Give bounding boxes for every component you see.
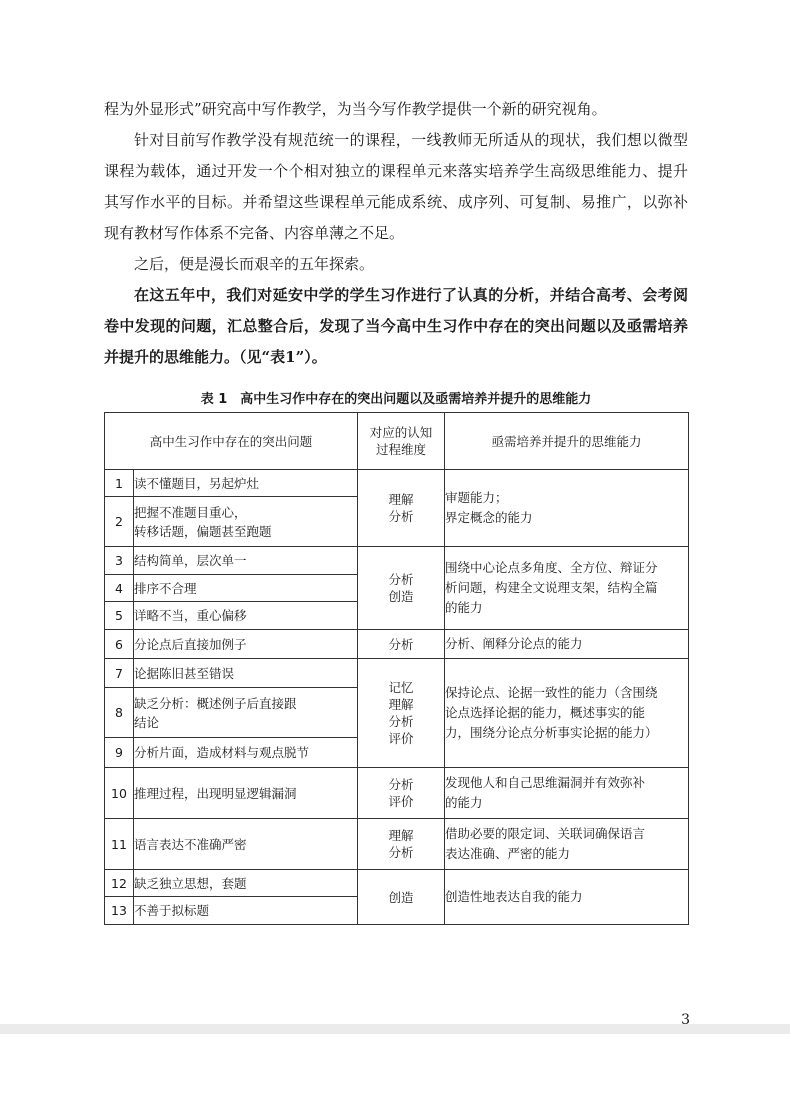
problem-cell: 结构简单，层次单一 bbox=[134, 547, 358, 575]
problem-cell: 排序不合理 bbox=[134, 575, 358, 602]
dimension-line: 创造 bbox=[388, 889, 414, 905]
dimension-line: 评价 bbox=[388, 731, 414, 746]
problem-cell bbox=[134, 688, 358, 738]
ability-line: 的能力 bbox=[445, 600, 483, 615]
row-number: 4 bbox=[105, 575, 134, 602]
ability-cell bbox=[445, 547, 689, 630]
table-header-row bbox=[105, 413, 689, 470]
body-paragraph-2: 针对目前写作教学没有规范统一的课程，一线教师无所适从的现状，我们想以微型课程为载体，通过开发一个个相对独立的课程单元来落实培养学生高级思维能力、提升其写作水平的目标。并希望这些课程单元能成系统、成序列、可复制、易推广，以弥补现有教材写作体系不完备、内容单薄之不足。 bbox=[104, 131, 688, 242]
row-number: 5 bbox=[105, 602, 134, 630]
body-paragraph-1: 程为外显形式”研究高中写作教学，为当今写作教学提供一个新的研究视角。 bbox=[104, 100, 607, 118]
ability-cell bbox=[445, 819, 689, 870]
dimension-line: 理解 bbox=[388, 697, 414, 712]
row-number: 6 bbox=[105, 630, 134, 659]
table-row bbox=[105, 630, 689, 659]
row-number: 3 bbox=[105, 547, 134, 575]
ability-line: 发现他人和自己思维漏洞并有效弥补 bbox=[445, 775, 646, 790]
ability-cell bbox=[445, 470, 689, 547]
problems-table bbox=[104, 412, 689, 925]
ability-line: 围绕中心论点多角度、全方位、辩证分 bbox=[445, 560, 658, 575]
row-number: 12 bbox=[105, 870, 134, 897]
table-row bbox=[105, 870, 689, 897]
ability-line: 析问题，构建全文说理支架，结构全篇 bbox=[445, 580, 658, 595]
row-number: 11 bbox=[105, 819, 134, 870]
problem-cell: 论据陈旧甚至错误 bbox=[134, 659, 358, 688]
ability-line: 表达准确、严密的能力 bbox=[445, 846, 571, 861]
problem-line: 缺乏分析：概述例子后直接跟 bbox=[134, 695, 297, 711]
table-row bbox=[105, 470, 689, 497]
problem-line: 转移话题，偏题甚至跑题 bbox=[134, 523, 272, 539]
row-number: 1 bbox=[105, 470, 134, 497]
ability-cell bbox=[445, 870, 689, 925]
header-dimension-line2: 过程维度 bbox=[376, 442, 427, 457]
ability-cell bbox=[445, 630, 689, 659]
dimension-line: 评价 bbox=[388, 794, 414, 809]
table-row bbox=[105, 768, 689, 819]
table-row bbox=[105, 819, 689, 870]
header-problem: 高中生习作中存在的突出问题 bbox=[105, 413, 358, 470]
problem-line: 把握不准题目重心， bbox=[134, 504, 247, 520]
ability-line: 力，围绕分论点分析事实论据的能力） bbox=[445, 725, 658, 740]
problem-cell: 推理过程，出现明显逻辑漏洞 bbox=[134, 768, 358, 819]
row-number: 13 bbox=[105, 897, 134, 925]
dimension-line: 记忆 bbox=[388, 680, 414, 695]
problem-cell: 读不懂题目，另起炉灶 bbox=[134, 470, 358, 497]
dimension-line: 分析 bbox=[388, 636, 414, 652]
problem-cell bbox=[134, 497, 358, 547]
dimension-line: 分析 bbox=[388, 777, 414, 792]
problem-cell: 分论点后直接加例子 bbox=[134, 630, 358, 659]
ability-line: 审题能力； bbox=[445, 490, 508, 505]
dimension-cell bbox=[358, 547, 445, 630]
body-paragraph-3: 之后，便是漫长而艰辛的五年探索。 bbox=[134, 255, 375, 273]
dimension-line: 分析 bbox=[388, 845, 414, 860]
ability-line: 论点选择论据的能力，概述事实的能 bbox=[445, 705, 646, 720]
header-dimension bbox=[358, 413, 445, 470]
dimension-cell bbox=[358, 768, 445, 819]
ability-cell bbox=[445, 768, 689, 819]
row-number: 10 bbox=[105, 768, 134, 819]
dimension-cell bbox=[358, 870, 445, 925]
dimension-line: 分析 bbox=[388, 714, 414, 729]
row-number: 2 bbox=[105, 497, 134, 547]
row-number: 9 bbox=[105, 738, 134, 768]
problem-line: 结论 bbox=[134, 714, 160, 730]
row-number: 7 bbox=[105, 659, 134, 688]
ability-line: 分析、阐释分论点的能力 bbox=[445, 636, 583, 651]
header-ability: 亟需培养并提升的思维能力 bbox=[445, 413, 689, 470]
body-paragraph-4: 在这五年中，我们对延安中学的学生习作进行了认真的分析，并结合高考、会考阅卷中发现的问题，汇总整合后，发现了当今高中生习作中存在的突出问题以及亟需培养并提升的思维能力。（见“表1”）。 bbox=[104, 286, 688, 366]
ability-cell bbox=[445, 659, 689, 768]
problem-cell: 不善于拟标题 bbox=[134, 897, 358, 925]
ability-line: 保持论点、论据一致性的能力（含围绕 bbox=[445, 685, 658, 700]
ability-line: 界定概念的能力 bbox=[445, 510, 533, 525]
dimension-cell bbox=[358, 630, 445, 659]
ability-line: 的能力 bbox=[445, 795, 483, 810]
problem-cell: 分析片面，造成材料与观点脱节 bbox=[134, 738, 358, 768]
dimension-line: 创造 bbox=[388, 589, 414, 604]
table-row bbox=[105, 659, 689, 688]
dimension-line: 理解 bbox=[388, 828, 414, 843]
dimension-cell bbox=[358, 659, 445, 768]
table-row bbox=[105, 547, 689, 575]
dimension-cell bbox=[358, 470, 445, 547]
dimension-line: 分析 bbox=[388, 572, 414, 587]
header-dimension-line1: 对应的认知 bbox=[369, 425, 433, 440]
table-caption: 表 1 高中生习作中存在的突出问题以及亟需培养并提升的思维能力 bbox=[200, 392, 592, 407]
problem-cell: 详略不当，重心偏移 bbox=[134, 602, 358, 630]
ability-line: 借助必要的限定词、关联词确保语言 bbox=[445, 826, 646, 841]
row-number: 8 bbox=[105, 688, 134, 738]
dimension-line: 分析 bbox=[388, 509, 414, 524]
problem-cell: 语言表达不准确严密 bbox=[134, 819, 358, 870]
problem-cell: 缺乏独立思想，套题 bbox=[134, 870, 358, 897]
dimension-line: 理解 bbox=[388, 492, 414, 507]
ability-line: 创造性地表达自我的能力 bbox=[445, 889, 583, 904]
dimension-cell bbox=[358, 819, 445, 870]
page-number: 3 bbox=[681, 1012, 690, 1028]
